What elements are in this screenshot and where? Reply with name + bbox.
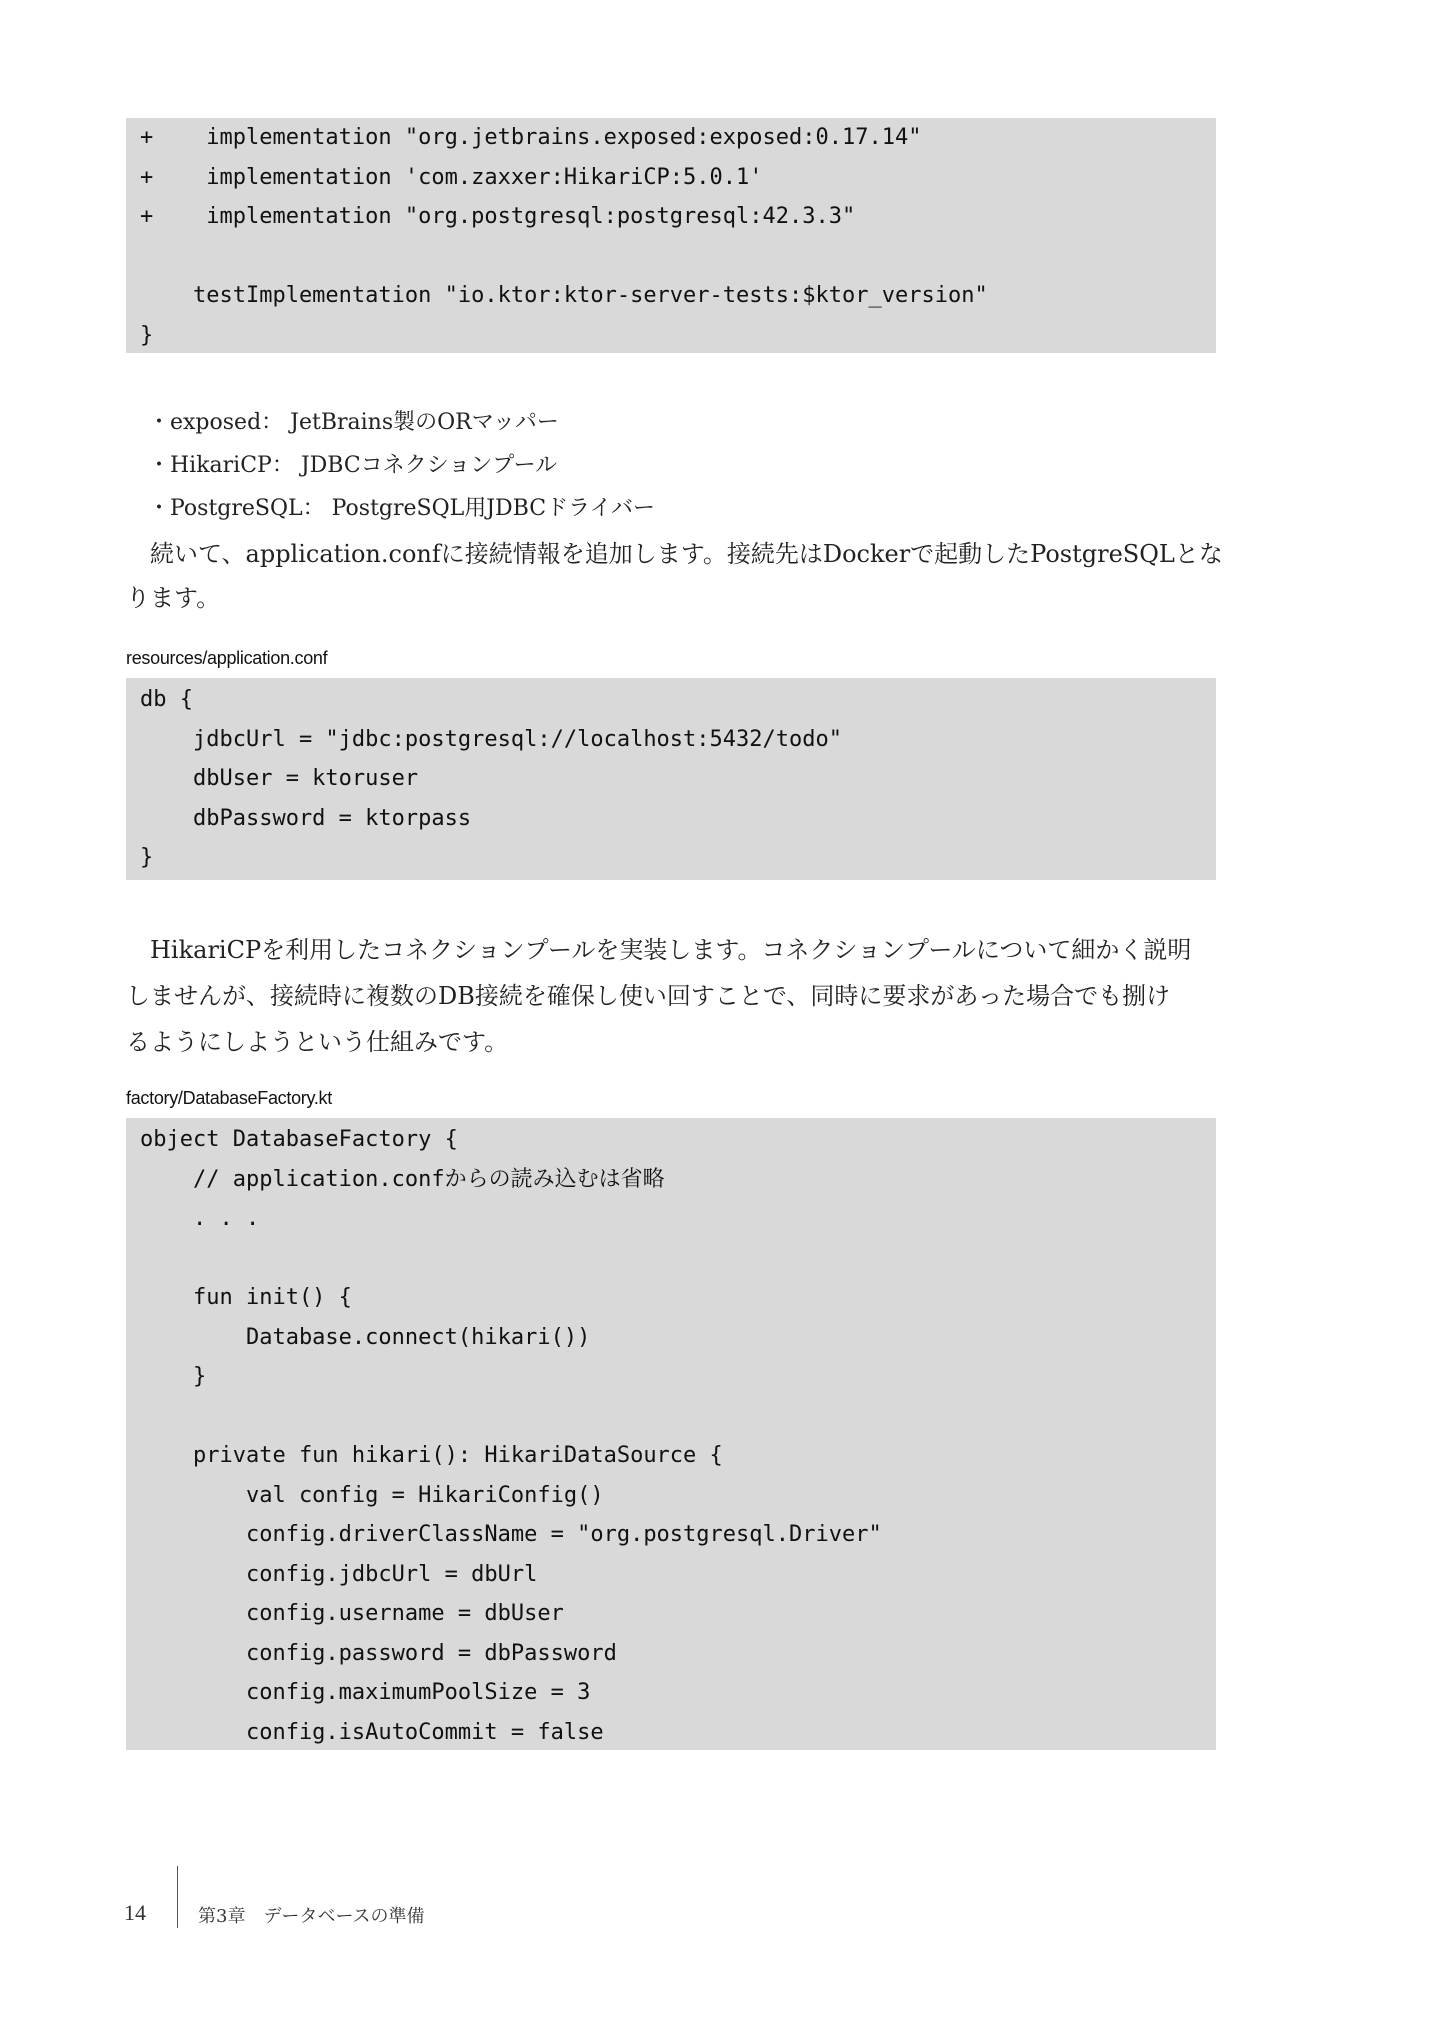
bullet-hikaricp: ・HikariCP： JDBCコネクションプール	[148, 453, 558, 478]
code-line: config.driverClassName = "org.postgresql.Driver"	[140, 1522, 882, 1547]
bullet-postgresql: ・PostgreSQL： PostgreSQL用JDBCドライバー	[148, 496, 656, 521]
code-line: . . .	[140, 1206, 260, 1231]
code-line: }	[140, 322, 154, 348]
code-line: dbUser = ktoruser	[140, 766, 419, 791]
code-line: testImplementation "io.ktor:ktor-server-tests:$ktor_version"	[140, 283, 988, 308]
code-line	[140, 1239, 1202, 1279]
code-line: }	[140, 1364, 207, 1389]
code-line: + implementation "org.postgresql:postgresql:42.3.3"	[140, 204, 856, 229]
code-line: val config = HikariConfig()	[140, 1482, 604, 1508]
code-line: + implementation 'com.zaxxer:HikariCP:5.0.1'	[140, 164, 763, 190]
code-line	[140, 1397, 1202, 1437]
code-line: }	[140, 845, 154, 870]
chapter-title: 第3章 データベースの準備	[198, 1906, 425, 1927]
code-block-dependencies	[126, 118, 1216, 353]
code-line: config.username = dbUser	[140, 1601, 564, 1626]
code-block-database-factory	[126, 1118, 1216, 1750]
code-line: jdbcUrl = "jdbc:postgresql://localhost:5432/todo"	[140, 726, 842, 752]
code-line: object DatabaseFactory {	[140, 1127, 458, 1152]
code-line: private fun hikari(): HikariDataSource {	[140, 1443, 723, 1468]
code-line: config.maximumPoolSize = 3	[140, 1680, 591, 1705]
code-caption-application-conf: resources/application.conf	[126, 648, 328, 668]
code-line: config.password = dbPassword	[140, 1640, 617, 1666]
code-line: Database.connect(hikari())	[140, 1324, 591, 1350]
code-caption-database-factory: factory/DatabaseFactory.kt	[126, 1088, 332, 1108]
code-line: db {	[140, 687, 193, 712]
code-line: dbPassword = ktorpass	[140, 805, 472, 831]
code-line: config.jdbcUrl = dbUrl	[140, 1561, 538, 1587]
paragraph-line: HikariCPを利用したコネクションプールを実装します。コネクションプールについて細かく説明	[150, 936, 1192, 964]
code-block-application-conf	[126, 678, 1216, 880]
code-line: // application.confからの読み込むは省略	[140, 1166, 665, 1192]
code-line: fun init() {	[140, 1285, 352, 1310]
paragraph-line: 続いて、application.confに接続情報を追加します。接続先はDockerで起動したPostgreSQLとな	[150, 540, 1223, 568]
footer-divider	[177, 1866, 178, 1928]
paragraph-line: ります。	[126, 584, 221, 612]
code-line: + implementation "org.jetbrains.exposed:exposed:0.17.14"	[140, 125, 922, 150]
bullet-exposed: ・exposed： JetBrains製のORマッパー	[148, 410, 559, 435]
paragraph-line: るようにしようという仕組みです。	[126, 1028, 509, 1056]
paragraph-line: しませんが、接続時に複数のDB接続を確保し使い回すことで、同時に要求があった場合でも捌け	[126, 982, 1171, 1010]
code-line	[140, 237, 1202, 277]
page-number: 14	[124, 1900, 146, 1925]
code-line: config.isAutoCommit = false	[140, 1719, 604, 1745]
